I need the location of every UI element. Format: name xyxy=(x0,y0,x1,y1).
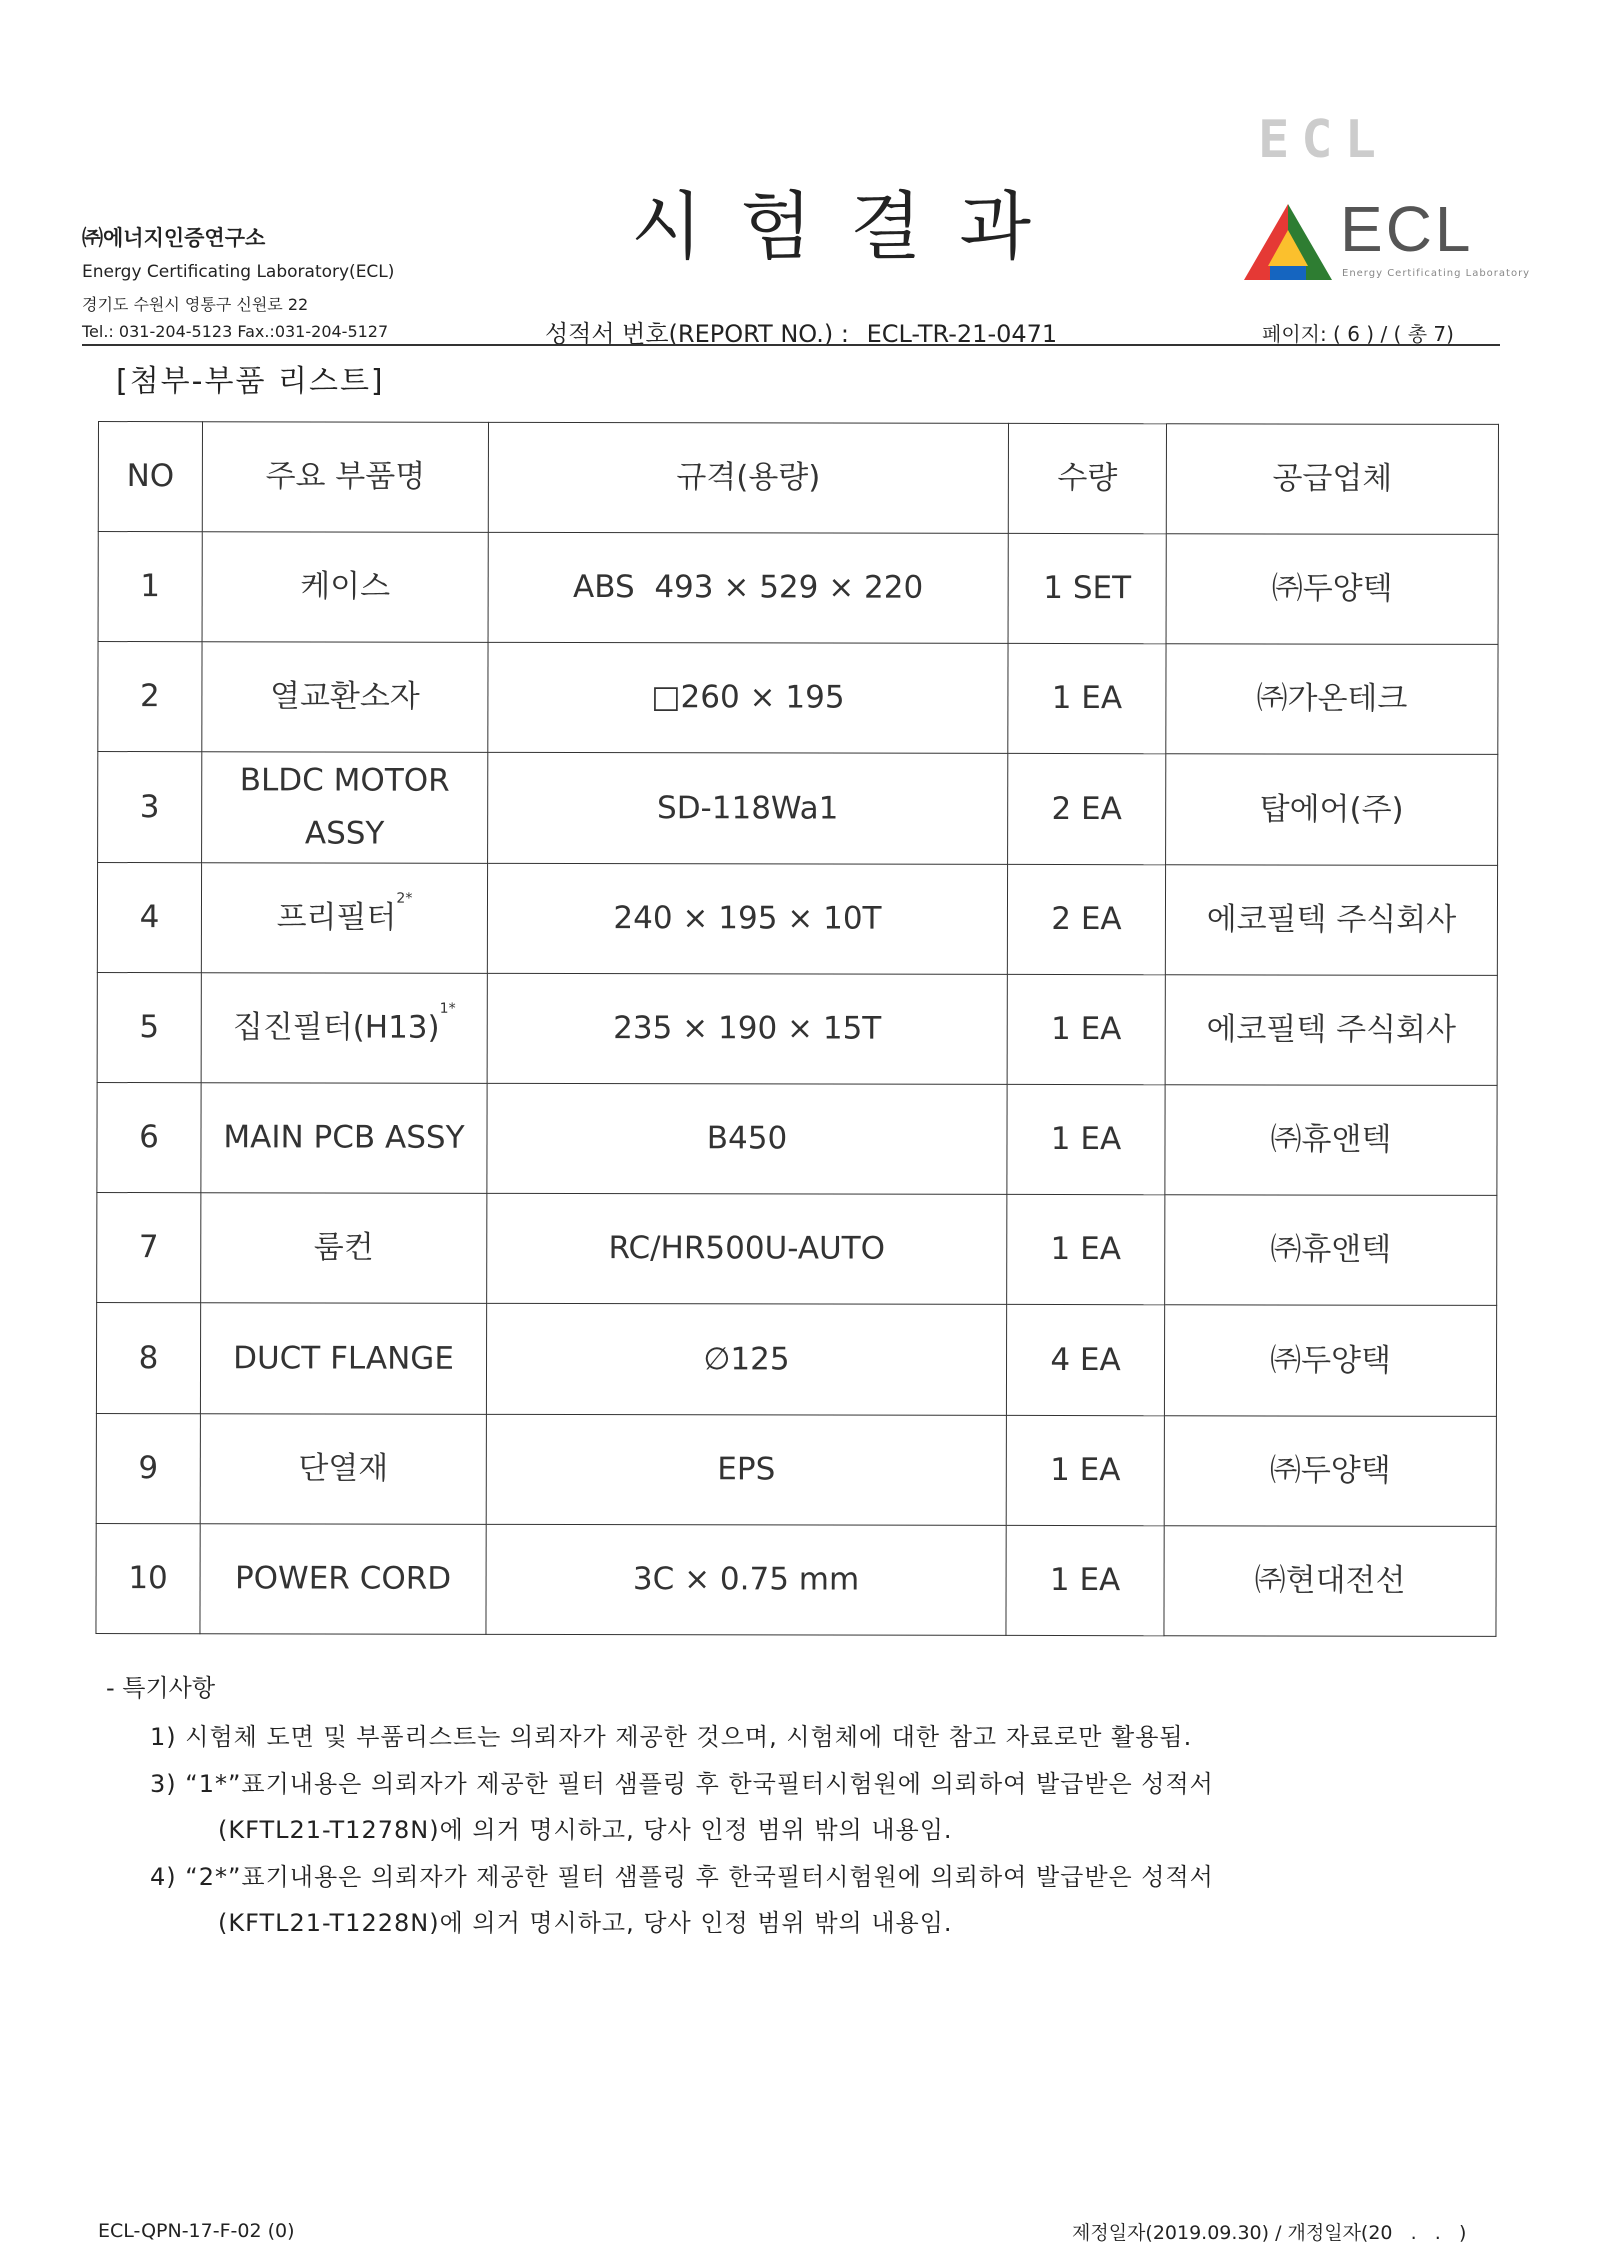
table-row xyxy=(98,752,1498,865)
org-tel-fax: Tel.: 031-204-5123 Fax.:031-204-5127 xyxy=(82,322,389,341)
cell-no: 7 xyxy=(97,1193,201,1303)
part-name-text: POWER CORD xyxy=(234,1560,452,1597)
attachment-label: [첨부-부품 리스트] xyxy=(116,364,385,399)
cell-qty: 1 EA xyxy=(1006,1415,1164,1526)
cell-part-name xyxy=(201,862,487,973)
cell-vendor: ㈜두양택 xyxy=(1164,1415,1496,1526)
cell-no: 2 xyxy=(98,642,202,752)
part-name-text: 케이스 xyxy=(300,568,391,605)
note-3-continued: (KFTL21-T1278N)에 의거 명시하고, 당사 인정 범위 밖의 내용임. xyxy=(218,1816,953,1844)
col-header-spec: 규격(용량) xyxy=(488,422,1008,533)
table-row xyxy=(97,972,1497,1085)
footnote-marker: 1* xyxy=(439,1000,456,1017)
table-row xyxy=(97,1193,1497,1306)
cell-no: 9 xyxy=(96,1413,200,1523)
col-header-no: NO xyxy=(98,422,202,532)
cell-part-name xyxy=(200,1303,486,1414)
table-row xyxy=(98,532,1498,645)
part-name-text: 룸컨 xyxy=(313,1229,374,1266)
cell-spec: 240 × 195 × 10T xyxy=(487,863,1007,974)
cell-part-name xyxy=(201,1193,487,1304)
cell-no: 3 xyxy=(98,752,202,862)
table-row xyxy=(98,642,1498,755)
cell-no: 4 xyxy=(97,862,201,972)
part-name-text: 열교환소자 xyxy=(270,678,420,716)
part-name-text: DUCT FLANGE xyxy=(233,1339,454,1377)
logo-triangle-icon xyxy=(1240,200,1336,284)
cell-spec: ∅125 xyxy=(486,1304,1006,1415)
footnote-marker: 2* xyxy=(396,890,413,907)
notes-title: - 특기사항 xyxy=(106,1674,216,1702)
cell-qty: 4 EA xyxy=(1006,1305,1164,1416)
cell-spec: □260 × 195 xyxy=(488,643,1008,754)
cell-qty: 1 EA xyxy=(1006,1525,1164,1636)
document-title: 시험결과 xyxy=(631,184,1069,270)
cell-spec: EPS xyxy=(486,1414,1006,1525)
col-header-part-name: 주요 부품명 xyxy=(202,422,488,533)
cell-qty: 1 EA xyxy=(1008,644,1166,755)
cell-no: 8 xyxy=(96,1303,200,1413)
org-name: ㈜에너지인증연구소 xyxy=(82,226,266,250)
table-row xyxy=(97,1082,1497,1195)
cell-part-name xyxy=(201,972,487,1083)
part-name-text: 프리필터 xyxy=(276,899,397,936)
header-divider xyxy=(82,344,1500,346)
cell-vendor: ㈜휴앤텍 xyxy=(1165,1195,1497,1306)
cell-qty: 1 EA xyxy=(1007,1084,1165,1195)
logo-subtitle: Energy Certificating Laboratory xyxy=(1342,268,1531,279)
table-row xyxy=(97,862,1497,975)
cell-no: 1 xyxy=(98,532,202,642)
cell-spec: RC/HR500U-AUTO xyxy=(487,1193,1007,1304)
cell-spec: B450 xyxy=(487,1083,1007,1194)
report-no-value: ECL-TR-21-0471 xyxy=(866,320,1058,348)
cell-qty: 1 EA xyxy=(1007,1195,1165,1306)
cell-vendor: 탑에어(주) xyxy=(1166,754,1498,865)
table-row xyxy=(96,1523,1496,1636)
cell-vendor: ㈜두양택 xyxy=(1164,1305,1496,1416)
cell-vendor: 에코필텍 주식회사 xyxy=(1165,974,1497,1085)
part-name-text: 단열재 xyxy=(298,1450,389,1487)
org-name-en: Energy Certificating Laboratory(ECL) xyxy=(82,262,395,282)
cell-vendor: ㈜두양텍 xyxy=(1166,534,1498,645)
note-1: 1) 시험체 도면 및 부품리스트는 의뢰자가 제공한 것으며, 시험체에 대한 참고 자료로만 활용됨. xyxy=(150,1723,1193,1751)
note-4: 4) “2*”표기내용은 의뢰자가 제공한 필터 샘플링 후 한국필터시험원에 의뢰하여 발급받은 성적서 xyxy=(150,1863,1214,1891)
revision-dates: 제정일자(2019.09.30) / 개정일자(20 . . ) xyxy=(1072,2222,1467,2244)
cell-spec: 3C × 0.75 mm xyxy=(486,1524,1006,1635)
cell-part-name xyxy=(201,1083,487,1194)
part-name-text: BLDC MOTOR ASSY xyxy=(239,762,450,852)
cell-spec: SD-118Wa1 xyxy=(488,753,1008,864)
cell-qty: 1 EA xyxy=(1007,974,1165,1085)
logo-triangle-base xyxy=(1270,266,1306,280)
cell-qty: 2 EA xyxy=(1008,754,1166,865)
org-address: 경기도 수원시 영통구 신원로 22 xyxy=(82,295,309,314)
table-row xyxy=(96,1413,1496,1526)
page-info: 페이지: ( 6 ) / ( 총 7) xyxy=(1262,322,1454,346)
cell-qty: 1 SET xyxy=(1008,533,1166,644)
cell-part-name xyxy=(202,642,488,753)
cell-vendor: ㈜가온테크 xyxy=(1166,644,1498,755)
cell-qty: 2 EA xyxy=(1007,864,1165,975)
cell-spec: 235 × 190 × 15T xyxy=(487,973,1007,1084)
cell-no: 10 xyxy=(96,1523,200,1634)
cell-vendor: 에코필텍 주식회사 xyxy=(1165,864,1497,975)
form-code: ECL-QPN-17-F-02 (0) xyxy=(98,2220,295,2242)
table-row xyxy=(96,1303,1496,1416)
cell-part-name xyxy=(202,532,488,643)
cell-part-name xyxy=(202,752,488,863)
cell-part-name xyxy=(200,1523,486,1634)
cell-no: 5 xyxy=(97,972,201,1082)
part-name-text: 집진필터(H13) xyxy=(232,1009,440,1046)
cell-vendor: ㈜현대전선 xyxy=(1164,1525,1496,1636)
cell-part-name xyxy=(200,1413,486,1524)
cell-spec: ABS 493 × 529 × 220 xyxy=(488,532,1008,643)
col-header-qty: 수량 xyxy=(1008,423,1166,533)
logo-dot-mark: ECL xyxy=(1258,110,1388,170)
parts-table xyxy=(95,421,1499,1637)
col-header-vendor: 공급업체 xyxy=(1166,424,1498,535)
report-no-label: 성적서 번호(REPORT NO.) : xyxy=(545,320,849,348)
table-header-row xyxy=(98,422,1498,535)
cell-vendor: ㈜휴앤텍 xyxy=(1165,1085,1497,1196)
part-name-text: MAIN PCB ASSY xyxy=(223,1119,465,1156)
cell-no: 6 xyxy=(97,1082,201,1192)
logo-text: ECL xyxy=(1340,193,1474,265)
note-4-continued: (KFTL21-T1228N)에 의거 명시하고, 당사 인정 범위 밖의 내용임. xyxy=(218,1909,953,1937)
note-3: 3) “1*”표기내용은 의뢰자가 제공한 필터 샘플링 후 한국필터시험원에 의뢰하여 발급받은 성적서 xyxy=(150,1770,1214,1798)
